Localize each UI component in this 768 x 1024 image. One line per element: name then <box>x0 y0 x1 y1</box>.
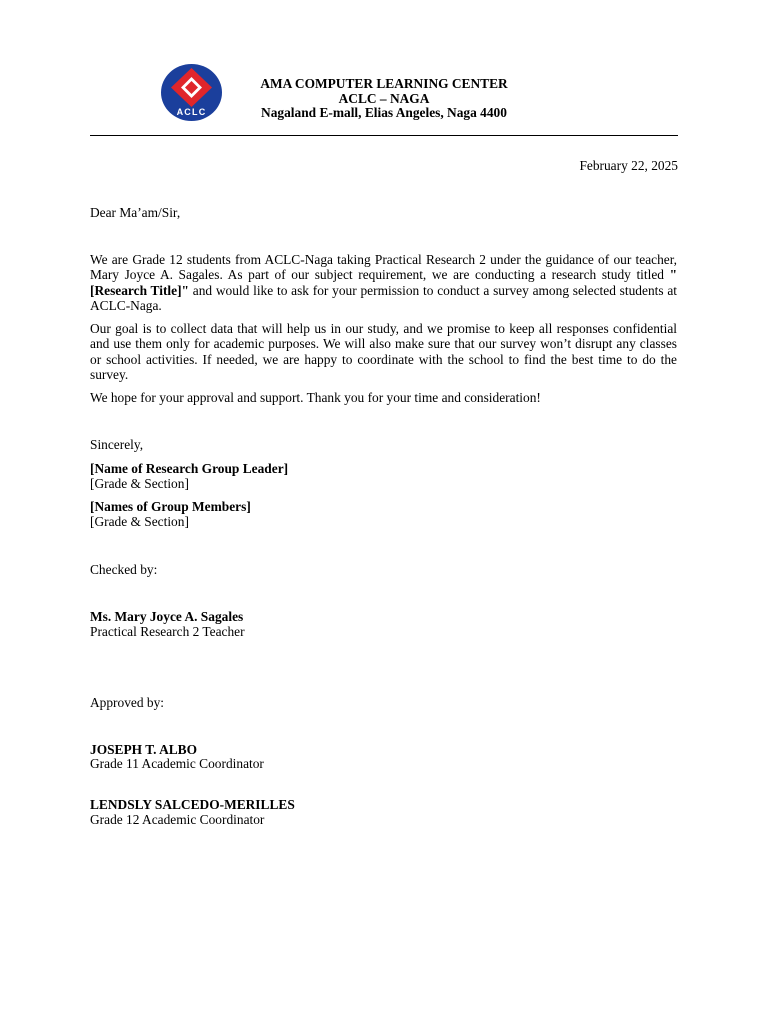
p1-text-before: We are Grade 12 students from ACLC-Naga taking Practical Research 2 under the guidance of our teacher, Mary Joyce A. Sagales. As part of our subject requirement, we are conducting a research study titled <box>90 252 677 283</box>
logo-text: ACLC <box>176 107 207 117</box>
coordinator-1-name: JOSEPH T. ALBO <box>90 742 198 757</box>
teacher-name: Ms. Mary Joyce A. Sagales <box>90 609 244 624</box>
research-title: "[Research Title]" <box>90 267 677 298</box>
coordinator-1-title: Grade 11 Academic Coordinator <box>90 756 264 771</box>
approved-by-label: Approved by: <box>90 695 165 710</box>
letter-date: February 22, 2025 <box>579 158 678 173</box>
salutation: Dear Ma’am/Sir, <box>90 205 181 220</box>
body-paragraph-1 <box>90 252 677 313</box>
teacher-title: Practical Research 2 Teacher <box>90 624 245 639</box>
letterhead <box>200 77 568 121</box>
closing: Sincerely, <box>90 437 144 452</box>
body-paragraph-2: Our goal is to collect data that will help us in our study, and we promise to keep all responses confidential and use them only for academic purposes. We will also make sure that our survey won’t disrupt any classes or school activities. If needed, we are happy to coordinate with the school to find the best time to do the survey. <box>90 321 677 382</box>
group-members-section: [Grade & Section] <box>90 514 189 529</box>
checked-by-label: Checked by: <box>90 562 158 577</box>
group-leader-name: [Name of Research Group Leader] <box>90 461 289 476</box>
group-leader-section: [Grade & Section] <box>90 476 189 491</box>
body-paragraph-3: We hope for your approval and support. Thank you for your time and consideration! <box>90 390 541 405</box>
org-address: Nagaland E-mall, Elias Angeles, Naga 4400 <box>261 105 507 121</box>
coordinator-2-name: LENDSLY SALCEDO-MERILLES <box>90 797 295 812</box>
header-divider <box>90 135 678 136</box>
branch-name: ACLC – NAGA <box>338 90 430 106</box>
p1-text-after: and would like to ask for your permission to conduct a survey among selected students at ACLC-Naga. <box>90 282 678 313</box>
coordinator-2-title: Grade 12 Academic Coordinator <box>90 812 265 827</box>
org-name: AMA COMPUTER LEARNING CENTER <box>260 76 508 91</box>
group-members-name: [Names of Group Members] <box>90 499 251 514</box>
